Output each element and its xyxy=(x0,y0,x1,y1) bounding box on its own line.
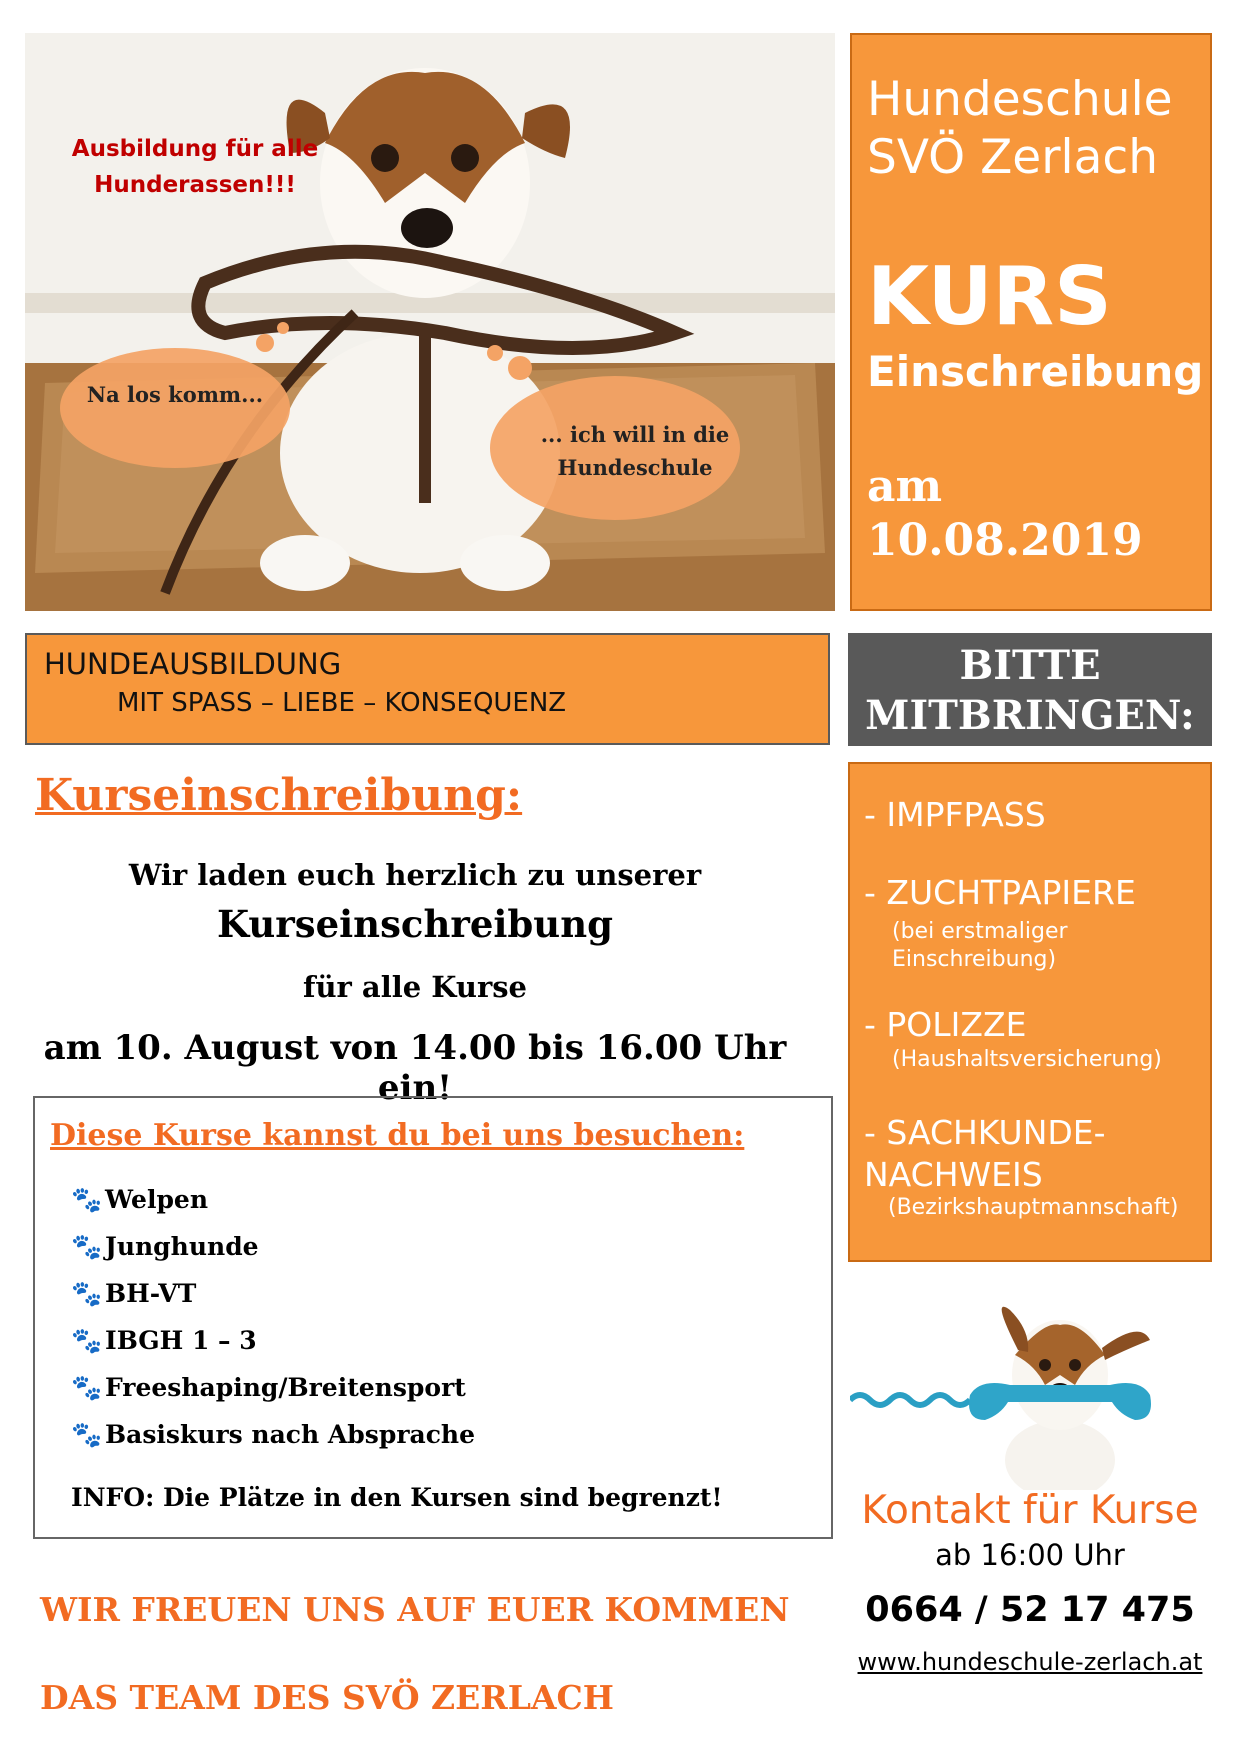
course-list xyxy=(71,1176,475,1458)
invitation-line-3: für alle Kurse xyxy=(302,970,527,1004)
paw-icon: 🐾 xyxy=(71,1184,103,1214)
kurs-title: KURS xyxy=(867,250,1112,343)
bring-item-polizze-note: (Haushaltsversicherung) xyxy=(892,1047,1162,1072)
paw-icon: 🐾 xyxy=(71,1325,103,1355)
list-item: 🐾 Welpen xyxy=(71,1184,209,1214)
courses-box xyxy=(33,1096,833,1539)
banner-motto: MIT SPASS – LIEBE – KONSEQUENZ xyxy=(117,688,567,718)
paw-icon: 🐾 xyxy=(71,1231,103,1261)
list-item: 🐾 BH-VT xyxy=(71,1278,197,1308)
einschreibung-title: Einschreibung xyxy=(867,347,1204,396)
hero-dog-photo xyxy=(25,33,835,611)
dog-with-leash-illustration xyxy=(25,33,835,611)
slogan-text: Ausbildung für alle Hunderassen!!! xyxy=(71,136,319,198)
bring-item-sachkunde-note: (Bezirkshauptmannschaft) xyxy=(888,1195,1179,1220)
invitation-heading: Kurseinschreibung: xyxy=(35,770,523,821)
training-banner xyxy=(25,633,830,745)
contact-phone[interactable]: 0664 / 52 17 475 xyxy=(865,1590,1195,1630)
title-box xyxy=(850,33,1212,611)
paw-icon: 🐾 xyxy=(71,1278,103,1308)
bring-item-polizze: - POLIZZE xyxy=(864,1005,1027,1044)
courses-info: INFO: Die Plätze in den Kursen sind begrenzt! xyxy=(71,1483,723,1512)
banner-title: HUNDEAUSBILDUNG xyxy=(44,647,342,681)
footer-greeting: WIR FREUEN UNS AUF EUER KOMMEN xyxy=(40,1590,790,1629)
list-item: 🐾 Basiskurs nach Absprache xyxy=(71,1419,476,1449)
paw-icon: 🐾 xyxy=(71,1419,103,1449)
courses-heading: Diese Kurse kannst du bei uns besuchen: xyxy=(50,1118,745,1153)
bring-item-zuchtpapiere: - ZUCHTPAPIERE xyxy=(864,873,1136,912)
dog-phone-image xyxy=(850,1290,1210,1490)
school-name: Hundeschule SVÖ Zerlach xyxy=(867,72,1173,185)
bring-item-impfpass: - IMPFPASS xyxy=(864,795,1046,834)
footer-team: DAS TEAM DES SVÖ ZERLACH xyxy=(40,1678,614,1717)
bring-items-box xyxy=(848,762,1212,1262)
invitation-line-4: am 10. August von 14.00 bis 16.00 Uhr ein! xyxy=(43,1028,787,1108)
contact-title: Kontakt für Kurse xyxy=(861,1488,1199,1533)
bring-heading: BITTE MITBRINGEN: xyxy=(848,633,1212,746)
speech-bubble-left: Na los komm... xyxy=(86,382,264,407)
invitation-line-2: Kurseinschreibung xyxy=(217,902,613,946)
list-item: 🐾 Freeshaping/Breitensport xyxy=(71,1372,466,1402)
dog-phone-illustration xyxy=(850,1290,1210,1490)
contact-time: ab 16:00 Uhr xyxy=(935,1538,1125,1572)
bring-item-zuchtpapiere-note: (bei erstmaliger Einschreibung) xyxy=(892,919,1068,972)
list-item: 🐾 Junghunde xyxy=(71,1231,259,1261)
event-date: am 10.08.2019 xyxy=(867,461,1143,566)
paw-icon: 🐾 xyxy=(71,1372,103,1402)
speech-bubble-right: ... ich will in die Hundeschule xyxy=(540,422,730,480)
website-link[interactable]: www.hundeschule-zerlach.at xyxy=(857,1648,1203,1676)
list-item: 🐾 IBGH 1 – 3 xyxy=(71,1325,257,1355)
invitation-line-1: Wir laden euch herzlich zu unserer xyxy=(128,858,702,892)
bring-item-sachkunde: - SACHKUNDE-NACHWEIS xyxy=(864,1113,1106,1194)
